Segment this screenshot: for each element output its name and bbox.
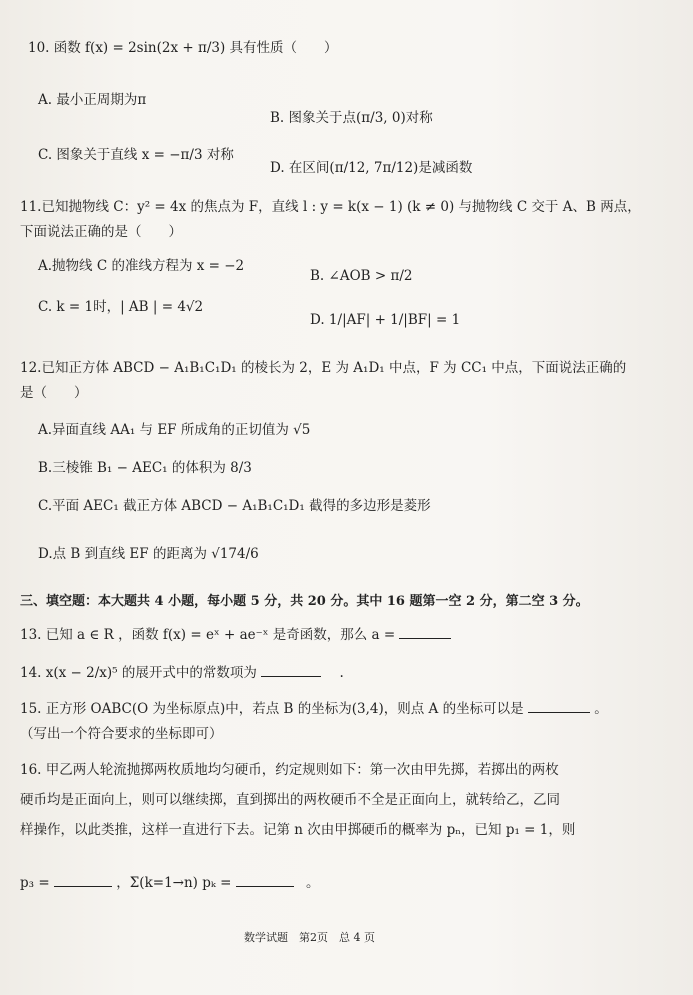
q12-option-a: A.异面直线 AA₁ 与 EF 所成角的正切值为 √5 [38, 422, 311, 438]
q11-option-d: D. 1/|AF| + 1/|BF| = 1 [310, 312, 461, 328]
q10-option-b: B. 图象关于点(π/3, 0)对称 [270, 110, 433, 126]
q14-text: 14. x(x − 2/x)⁵ 的展开式中的常数项为 [20, 665, 257, 681]
q15-text: 15. 正方形 OABC(O 为坐标原点)中，若点 B 的坐标为(3,4)，则点 A 的坐标可以是 [20, 701, 524, 717]
q13-text: 13. 已知 a ∈ R ，函数 f(x) = eˣ + ae⁻ˣ 是奇函数，那么 a = [20, 627, 396, 643]
q16-line3: 样操作，以此类推，这样一直进行下去。记第 n 次由甲掷硬币的概率为 pₙ，已知 p₁ = 1，则 [20, 822, 576, 838]
q10-option-c: C. 图象关于直线 x = −π/3 对称 [38, 147, 234, 163]
q12-option-c: C.平面 AEC₁ 截正方体 ABCD − A₁B₁C₁D₁ 截得的多边形是菱形 [38, 498, 431, 514]
q15-line [20, 698, 608, 719]
q16-period: 。 [306, 875, 320, 891]
q10-stem: 10. 函数 f(x) = 2sin(2x + π/3) 具有性质（ ） [28, 40, 338, 56]
q12-stem-line2: 是（ ） [20, 385, 88, 401]
q13-line [20, 624, 451, 645]
q16-answers [20, 872, 320, 893]
q12-stem-line1: 12.已知正方体 ABCD − A₁B₁C₁D₁ 的棱长为 2，E 为 A₁D₁ 中点，F 为 CC₁ 中点，下面说法正确的 [20, 360, 627, 376]
q14-line [20, 662, 344, 683]
q16-line2: 硬币均是正面向上，则可以继续掷，直到掷出的两枚硬币不全是正面向上，就转给乙，乙同 [20, 792, 560, 808]
q16-line1: 16. 甲乙两人轮流抛掷两枚质地均匀硬币，约定规则如下：第一次由甲先掷，若掷出的两枚 [20, 762, 559, 778]
q10-option-a: A. 最小正周期为π [38, 92, 147, 108]
q12-option-b: B.三棱锥 B₁ − AEC₁ 的体积为 8/3 [38, 460, 252, 476]
q16-sum-blank[interactable] [236, 872, 294, 887]
q12-option-d: D.点 B 到直线 EF 的距离为 √174/6 [38, 546, 259, 562]
q16-sum-label: ，Σ(k=1→n) pₖ = [116, 875, 232, 891]
q10-option-d: D. 在区间(π/12, 7π/12)是减函数 [270, 160, 473, 176]
q16-p3-blank[interactable] [54, 872, 112, 887]
q11-option-b: B. ∠AOB > π/2 [310, 268, 413, 284]
q11-stem-line2: 下面说法正确的是（ ） [20, 224, 182, 240]
q14-answer-blank[interactable] [261, 662, 321, 677]
page-footer: 数学试题 第2页 总 4 页 [244, 931, 375, 944]
q11-option-a: A.抛物线 C 的准线方程为 x = −2 [38, 258, 245, 274]
q11-stem-line1: 11.已知抛物线 C：y² = 4x 的焦点为 F，直线 l : y = k(x − 1) (k ≠ 0) 与抛物线 C 交于 A、B 两点， [20, 199, 641, 215]
q15-answer-blank[interactable] [528, 698, 590, 713]
q15-period: 。 [594, 701, 608, 717]
q11-option-c: C. k = 1时，| AB | = 4√2 [38, 299, 204, 315]
q14-period: . [339, 665, 344, 681]
section3-heading: 三、填空题：本大题共 4 小题，每小题 5 分，共 20 分。其中 16 题第一空 2 分，第二空 3 分。 [20, 594, 589, 609]
q15-note: （写出一个符合要求的坐标即可） [20, 726, 223, 742]
q16-p3-label: p₃ = [20, 875, 50, 891]
q13-answer-blank[interactable] [399, 624, 451, 639]
